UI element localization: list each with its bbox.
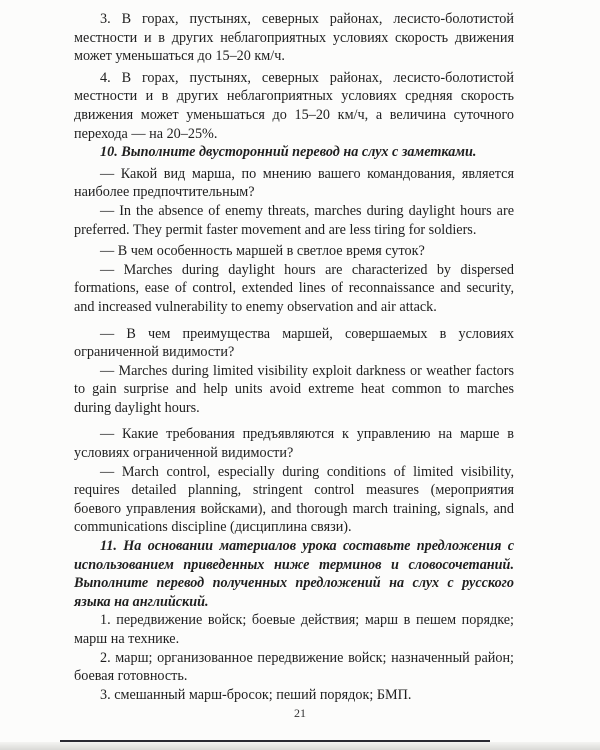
dialogue-answer-3: — Marches during limited visibility exploit darkness or weather factors to gain surprise and help units avoid extreme heat common to marches during daylight hours. <box>74 362 514 416</box>
dialogue-question-1: — Какой вид марша, по мнению вашего командования, является наиболее предпочтительным? <box>74 165 514 201</box>
exercise-10-heading: 10. Выполните двусторонний перевод на слух с заметками. <box>100 144 477 161</box>
dialogue-question-4: — Какие требования предъявляются к управлению на марше в условиях ограниченной видимости? <box>74 426 514 462</box>
paragraph-item-3: 3. В горах, пустынях, северных районах, лесисто-болотистой местности и в других неблагоприятных условиях скорость движения может уменьшаться до 15–20 км/ч. <box>74 11 514 65</box>
exercise-11-heading: 11. На основании материалов урока составьте предложения с использованием приведенных ниже терминов и словосочетаний. Выполните перевод полученных предложений на слух с русского языка на английский. <box>74 538 514 610</box>
dialogue-answer-1: — In the absence of enemy threats, marches during daylight hours are preferred. They permit faster movement and are less tiring for soldiers. <box>74 202 514 238</box>
dialogue-question-3: — В чем преимущества маршей, совершаемых в условиях ограниченной видимости? <box>74 325 514 361</box>
paragraph-item-4: 4. В горах, пустынях, северных районах, лесисто-болотистой местности и в других неблагоприятных условиях средняя скорость движения может уменьшаться до 15–20 км/ч, а величина суточного перехода — на 20–25%. <box>74 69 514 142</box>
page-bottom-shadow <box>0 742 600 750</box>
dialogue-answer-2: — Marches during daylight hours are characterized by dispersed formations, ease of control, extended lines of reconnaissance and security, and increased vulnerability to enemy observation and air attack. <box>74 261 514 315</box>
dialogue-answer-4: — March control, especially during conditions of limited visibility, requires detailed planning, stringent control measures (мероприятия боевого управления войсками), and thorough march training, signals, and communications discipline (дисциплина связи). <box>74 463 514 536</box>
term-list-item-1: 1. передвижение войск; боевые действия; марш в пешем порядке; марш на технике. <box>74 612 514 647</box>
term-list-item-3: 3. смешанный марш-бросок; пеший порядок; БМП. <box>100 686 412 703</box>
page-content <box>74 10 514 704</box>
page-number: 21 <box>294 706 306 720</box>
dialogue-question-2: — В чем особенность маршей в светлое время суток? <box>100 243 425 260</box>
term-list-item-2: 2. марш; организованное передвижение войск; назначенный район; боевая готовность. <box>74 649 514 685</box>
